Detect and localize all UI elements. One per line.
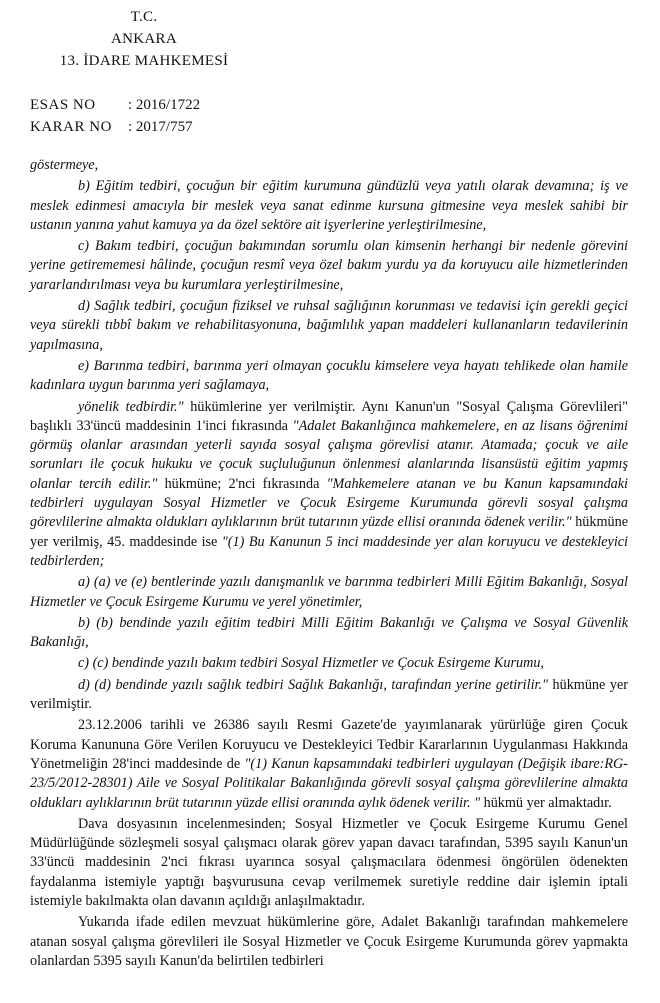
header-court-name: 13. İDARE MAHKEMESİ	[59, 53, 229, 69]
header-city: ANKARA	[111, 31, 177, 47]
body-text: hükmüne yer verilmiştir.	[30, 676, 628, 713]
paragraph	[30, 237, 628, 295]
body-text: Dava dosyasının incelenmesinden; Sosyal Hizmetler ve Çocuk Esirgeme Kurumu Genel Müdürlüğünde sözleşmeli sosyal çalışmacı olarak görev yapan davacı tarafından, 5395 sayılı Kanun'un 33'üncü maddesinin 2'nci fıkrası uyarınca sosyal çalışmacılara ödenmesi öngörülen ödenekten faydalanma istemiyle yaptığı başvurusuna cevap verilmemek suretiyle reddine dair işlemin iptali istemiyle bakılmakta olan davanın açıldığı anlaşılmaktadır.	[30, 815, 628, 909]
paragraph	[30, 398, 628, 572]
karar-value: : 2017/757	[128, 119, 193, 135]
paragraph	[30, 297, 628, 355]
document-body	[30, 156, 628, 973]
paragraph	[30, 654, 628, 673]
quoted-text: b) (b) bendinde yazılı eğitim tedbiri Milli Eğitim Bakanlığı ve Çalışma ve Sosyal Güvenlik Bakanlığı,	[30, 614, 628, 651]
paragraph	[30, 716, 628, 812]
paragraph	[30, 913, 628, 971]
body-text: hükmüne; 2'nci fıkrasında	[157, 475, 327, 492]
quoted-text: "(1) Bu Kanunun 5 inci maddesinde yer alan koruyucu ve destekleyici tedbirlerden;	[30, 533, 628, 569]
body-text: 23.12.2006 tarihli ve 26386 sayılı Resmi Gazete'de yayımlanarak yürürlüğe giren Çocuk Koruma Kanununa Göre Verilen Koruyucu ve Destekleyici Tedbir Kararlarının Uygulanması Hakkında Yönetmeliğin 28'inci maddesinde de	[30, 717, 628, 772]
paragraph	[30, 573, 628, 612]
esas-label: ESAS NO	[30, 97, 96, 113]
body-text: hükmüne yer verilmiş, 45. maddesinde ise	[30, 514, 628, 550]
quoted-text: göstermeye,	[30, 157, 99, 173]
body-text: hükümlerine yer verilmiştir. Aynı Kanun'un "Sosyal Çalışma Görevlileri" başlıklı 33'üncü maddesinin 1'inci fıkrasında	[30, 398, 628, 434]
quoted-text: b) Eğitim tedbiri, çocuğun bir eğitim kurumuna gündüzlü veya yatılı olarak devamına; iş ve meslek edinmesi amacıyla bir meslek veya sanat edinme kursuna gitmesine veya meslek sahibi bir ustanın yanına yahut kamuya ya da özel sektöre ait işyerlerine yerleştirilmesine,	[30, 178, 628, 233]
quoted-text: yönelik tedbirdir."	[78, 398, 184, 415]
quoted-text: c) Bakım tedbiri, çocuğun bakımından sorumlu olan kimsenin herhangi bir nedenle görevini yerine getirememesi hâlinde, çocuğun resmî veya özel bakım yurdu ya da koruyucu aile hizmetlerinden yararlandırılması veya bu kurumlara yerleştirilmesine,	[30, 238, 628, 293]
header-tc: T.C.	[130, 9, 158, 25]
body-text: Yukarıda ifade edilen mevzuat hükümlerine göre, Adalet Bakanlığı tarafından mahkemelere atanan sosyal çalışma görevlileri ile Sosyal Hizmetler ve Çocuk Esirgeme Kurumunda görev yapmakta olanlardan 5395 sayılı Kanun'da belirtilen tedbirleri	[30, 914, 628, 969]
quoted-text: "(1) Kanun kapsamındaki tedbirleri uygulayan (Değişik ibare:RG-23/5/2012-28301) Aile ve Sosyal Politikalar Bakanlığında görevli sosyal çalışma görevlilerine almakta oldukları aylıklarının brüt tutarının yüzde ellisi oranında aylık ödenek verilir. "	[30, 755, 628, 811]
quoted-text: e) Barınma tedbiri, barınma yeri olmayan çocuklu kimselere veya hayatı tehlikede olan hamile kadınlara uygun barınma yeri sağlamaya,	[30, 357, 628, 394]
karar-label: KARAR NO	[30, 119, 112, 135]
karar-row	[30, 116, 200, 138]
quoted-text: d) Sağlık tedbiri, çocuğun fiziksel ve ruhsal sağlığının korunması ve tedavisi için gerekli geçici veya sürekli tıbbî bakım ve rehabilitasyonuna, bağımlılık yapan maddeleri kullananların tedavilerinin yapılmasına,	[30, 298, 628, 353]
paragraph	[30, 614, 628, 653]
quoted-text: c) (c) bendinde yazılı bakım tedbiri Sosyal Hizmetler ve Çocuk Esirgeme Kurumu,	[78, 655, 544, 672]
paragraph	[30, 177, 628, 235]
esas-row	[30, 94, 200, 116]
paragraph	[30, 357, 628, 396]
quoted-text: d) (d) bendinde yazılı sağlık tedbiri Sağlık Bakanlığı, tarafından yerine getirilir."	[78, 676, 548, 693]
esas-value: : 2016/1722	[128, 97, 201, 113]
quoted-text: "Adalet Bakanlığınca mahkemelere, en az lisans öğrenimi görmüş olanlar arasından yeterli sayıda sosyal çalışma görevlisi atanır. Atamada; çocuk ve aile sorunları ile çocuk hukuku ve çocuk suçluluğunun önlenmesi alanlarında lisansüstü eğitim yapmış olanlar tercih edilir."	[30, 417, 628, 492]
case-meta	[30, 94, 200, 138]
paragraph	[30, 815, 628, 911]
quoted-text: a) (a) ve (e) bentlerinde yazılı danışmanlık ve barınma tedbirleri Milli Eğitim Bakanlığı, Sosyal Hizmetler ve Çocuk Esirgeme Kurumu ve yerel yönetimler,	[30, 574, 628, 610]
paragraph	[30, 156, 628, 175]
paragraph	[30, 676, 628, 715]
court-header	[44, 6, 244, 72]
quoted-text: "Mahkemelere atanan ve bu Kanun kapsamındaki tedbirleri uygulayan Sosyal Hizmetler ve Çocuk Esirgeme Kurumunda görevli sosyal çalışma görevlilerine almakta oldukları aylıklarının brüt tutarının yüzde ellisi oranında ödenek verilir."	[30, 475, 628, 531]
body-text: hükmü yer almaktadır.	[480, 794, 612, 811]
